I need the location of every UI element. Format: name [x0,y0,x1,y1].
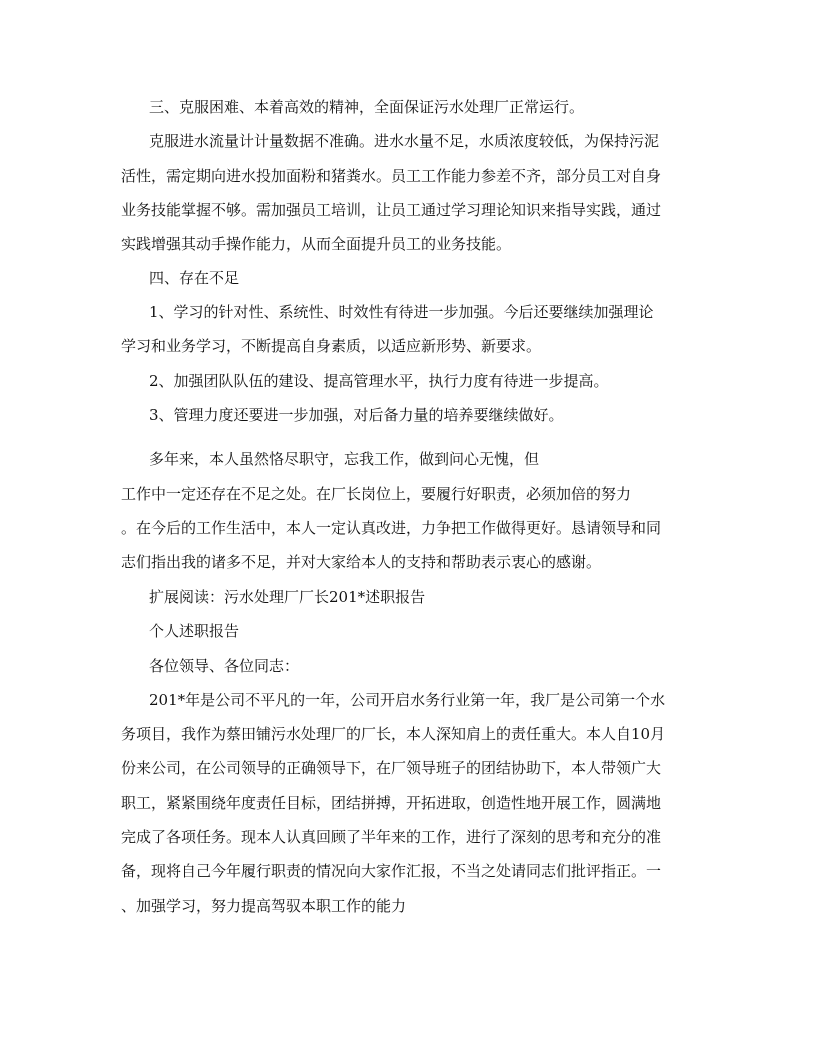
paragraph-line: 志们指出我的诸多不足，并对大家给本人的支持和帮助表示衷心的感谢。 [121,553,602,571]
section-heading-3: 三、克服困难、本着高效的精神，全面保证污水处理厂正常运行。 [149,98,585,116]
list-item-1-cont: 学习和业务学习，不断提高自身素质，以适应新形势、新要求。 [121,337,542,355]
paragraph-line: 份来公司，在公司领导的正确领导下，在厂领导班子的团结协助下，本人带领广大 [121,759,662,777]
paragraph-line: 活性，需定期向进水投加面粉和猪粪水。员工工作能力参差不齐，部分员工对自身 [121,167,662,185]
paragraph-line: 克服进水流量计计量数据不准确。进水水量不足，水质浓度较低，为保持污泥 [149,132,660,150]
extended-reading-title: 扩展阅读：污水处理厂厂长201*述职报告 [149,588,426,606]
paragraph-line: 多年来，本人虽然恪尽职守，忘我工作，做到问心无愧，但 [149,450,540,468]
paragraph-line: 业务技能掌握不够。需加强员工培训，让员工通过学习理论知识来指导实践，通过 [121,201,662,219]
paragraph-line: 完成了各项任务。现本人认真回顾了半年来的工作，进行了深刻的思考和充分的准 [121,828,662,846]
list-item-1: 1、学习的针对性、系统性、时效性有待进一步加强。今后还要继续加强理论 [149,303,654,321]
section-heading-1: 、加强学习，努力提高驾驭本职工作的能力 [121,897,407,915]
paragraph-line: 职工，紧紧围绕年度责任目标，团结拼搏，开拓进取，创造性地开展工作，圆满地 [121,794,662,812]
salutation: 各位领导、各位同志： [149,657,300,675]
paragraph-line: 备，现将自己今年履行职责的情况向大家作汇报，不当之处请同志们批评指正。一 [121,862,662,880]
paragraph-line: 务项目，我作为蔡田铺污水处理厂的厂长，本人深知肩上的责任重大。本人自10月 [121,725,666,743]
list-item-2: 2、加强团队队伍的建设、提高管理水平，执行力度有待进一步提高。 [149,372,609,390]
report-title: 个人述职报告 [149,622,240,640]
list-item-3: 3、管理力度还要进一步加强，对后备力量的培养要继续做好。 [149,406,564,424]
paragraph-line: 实践增强其动手操作能力，从而全面提升员工的业务技能。 [121,235,512,253]
paragraph-line: 工作中一定还存在不足之处。在厂长岗位上，要履行好职责，必须加倍的努力 [121,485,632,503]
paragraph-line: 201*年是公司不平凡的一年，公司开启水务行业第一年，我厂是公司第一个水 [149,691,666,709]
paragraph-line: 。在今后的工作生活中，本人一定认真改进，力争把工作做得更好。恳请领导和同 [121,519,662,537]
section-heading-4: 四、存在不足 [149,269,240,287]
